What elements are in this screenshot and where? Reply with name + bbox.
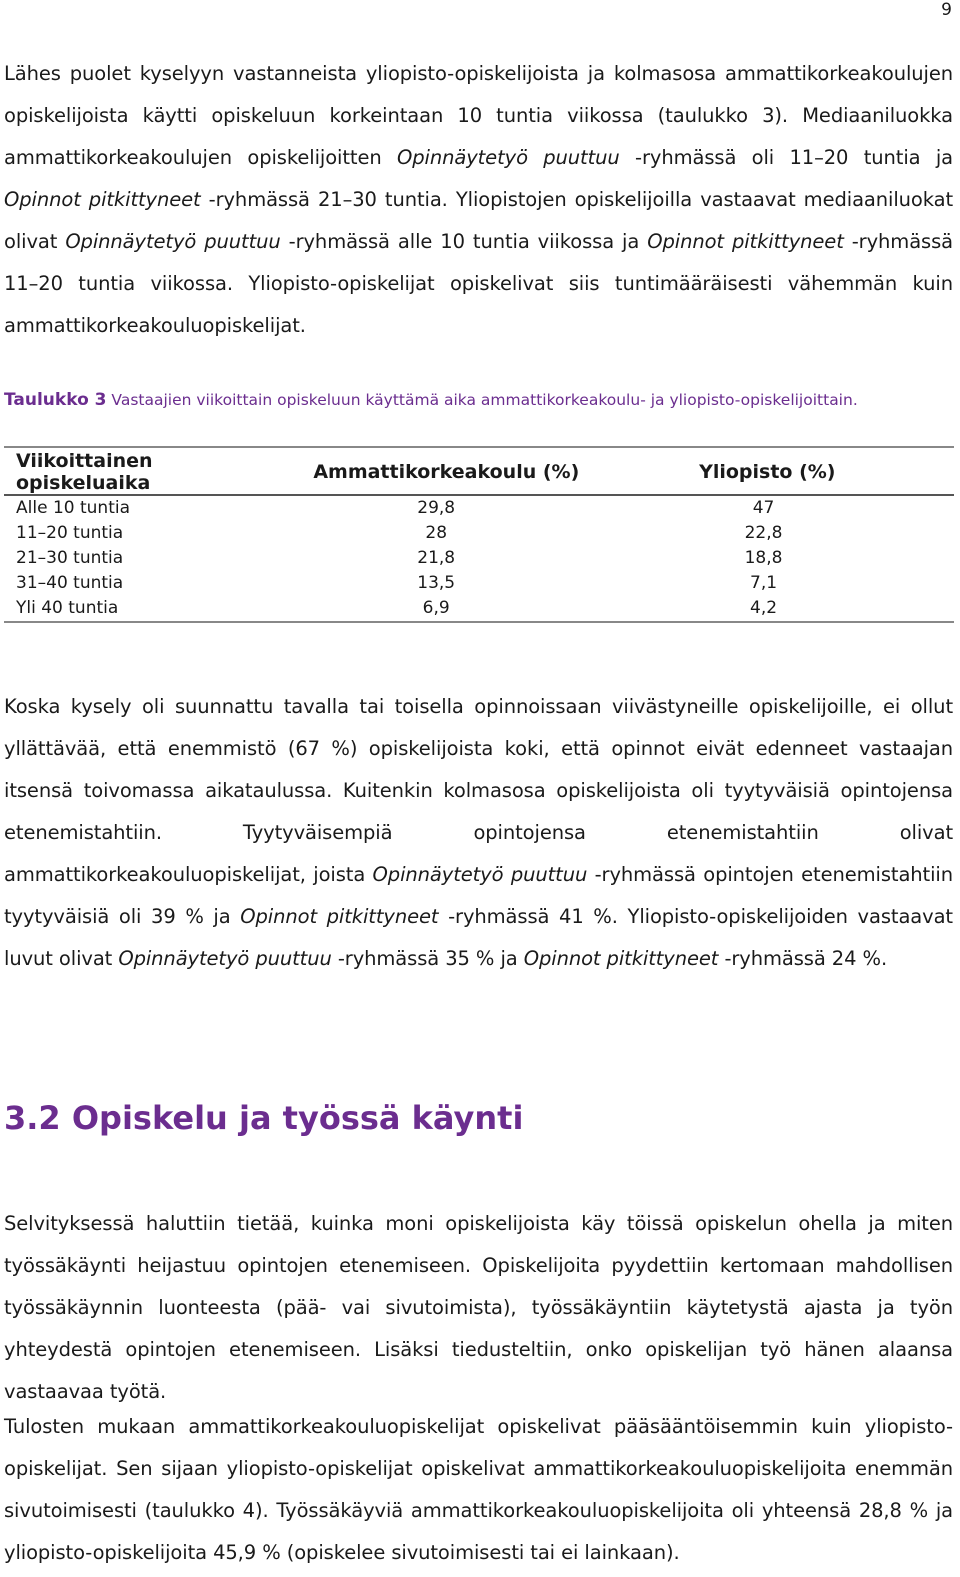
text-run: -ryhmässä 41 %. Yliopisto-opiskelijoiden vastaavat luvut olivat [4,905,953,970]
group-name-thesis-missing: Opinnäytetyö puuttuu [372,863,588,886]
group-name-studies-prolonged: Opinnot pitkittyneet [4,188,201,211]
group-name-studies-prolonged: Opinnot pitkittyneet [240,905,439,928]
table-row [4,521,954,546]
text-run: -ryhmässä 21–30 tuntia. Yliopistojen opiskelijoilla vastaavat mediaaniluokat olivat [4,188,953,253]
university-value: 22,8 [744,523,783,543]
group-name-thesis-missing: Opinnäytetyö puuttuu [396,146,620,169]
text-run: -ryhmässä alle 10 tuntia viikossa ja [280,230,648,253]
table-caption-label: Taulukko 3 [4,390,107,410]
group-name-thesis-missing: Opinnäytetyö puuttuu [65,230,281,253]
text-run: -ryhmässä 11–20 tuntia viikossa. Yliopisto-opiskelijat opiskelivat siis tuntimääräisesti vähemmän kuin ammattikorkeakouluopiskelijat. [4,230,954,337]
section-heading: 3.2 Opiskelu ja työssä käynti [4,1099,524,1137]
uas-value: 28 [425,523,448,543]
table-caption-text: Vastaajien viikoittain opiskeluun käyttämä aika ammattikorkeakoulu- ja yliopisto-opiskelijoittain. [106,391,858,409]
university-value: 47 [752,498,775,518]
row-label: 31–40 tuntia [16,573,124,593]
uas-value: 13,5 [417,573,456,593]
text-run: -ryhmässä 35 % ja [331,947,524,970]
text-run: -ryhmässä oli 11–20 tuntia ja [619,146,954,169]
uas-value: 6,9 [289,596,613,622]
column-header-weekly-study-time: Viikoittainen opiskeluaika [4,447,289,495]
study-time-table [4,446,954,623]
uas-value: 29,8 [417,498,456,518]
group-name-thesis-missing: Opinnäytetyö puuttuu [118,947,332,970]
text-run: Lähes puolet kyselyyn vastanneista yliopisto-opiskelijoista ja kolmasosa ammattikorkeakoulujen opiskelijoista käytti opiskeluun korkeintaan 10 tuntia viikossa (taulukko 3). Mediaaniluokka ammattikorkeakoulujen opiskelijoitten [4,62,953,169]
table-row [4,546,954,571]
paragraph-study-hours [4,53,953,347]
university-value: 7,1 [750,573,778,593]
text-run: -ryhmässä 24 %. [718,947,888,970]
row-label: Alle 10 tuntia [16,498,130,518]
group-name-studies-prolonged: Opinnot pitkittyneet [647,230,844,253]
paragraph-work-survey: Selvityksessä haluttiin tietää, kuinka moni opiskelijoista käy töissä opiskelun ohella ja miten työssäkäynti heijastuu opintojen etenemiseen. Opiskelijoita pyydettiin kertomaan mahdollisen työssäkäynnin luonteesta (pää- vai sivutoimista), työssäkäyntiin käytetystä ajasta ja työn yhteydestä opintojen etenemiseen. Lisäksi tiedusteltiin, onko opiskelijan työ hänen alaansa vastaavaa työtä. [4,1212,953,1403]
text-run: Koska kysely oli suunnattu tavalla tai toisella opinnoissaan viivästyneille opiskelijoille, ei ollut yllättävää, että enemmistö (67 %) opiskelijoista koki, että opinnot eivät edenneet vastaajan itsensä toivomassa aikataulussa. Kuitenkin kolmasosa opiskelijoista oli tyytyväisiä opintojensa etenemistahtiin. Tyytyväisempiä opintojensa etenemistahtiin olivat ammattikorkeakouluopiskelijat, joista [4,695,953,886]
paragraph-progress-satisfaction [4,686,953,980]
row-label: 11–20 tuntia [16,523,124,543]
group-name-studies-prolonged: Opinnot pitkittyneet [523,947,719,970]
university-value: 4,2 [613,596,954,622]
column-header-uas: Ammattikorkeakoulu (%) [289,447,613,495]
table-header-row [4,447,954,495]
table-row [4,495,954,521]
table-caption [4,387,954,413]
uas-value: 21,8 [417,548,456,568]
text-run: -ryhmässä opintojen etenemistahtiin tyytyväisiä oli 39 % ja [4,863,953,928]
page-number: 9 [941,0,952,20]
table-row [4,571,954,596]
university-value: 18,8 [744,548,783,568]
row-label: 21–30 tuntia [16,548,124,568]
column-header-university: Yliopisto (%) [613,447,954,495]
table-row [4,596,954,622]
row-label: Yli 40 tuntia [4,596,289,622]
paragraph-work-results: Tulosten mukaan ammattikorkeakouluopiskelijat opiskelivat pääsääntöisemmin kuin yliopisto-opiskelijat. Sen sijaan yliopisto-opiskelijat opiskelivat ammattikorkeakouluopiskelijoita enemmän sivutoimisesti (taulukko 4). Työssäkäyviä ammattikorkeakouluopiskelijoita oli yhteensä 28,8 % ja yliopisto-opiskelijoita 45,9 % (opiskelee sivutoimisesti tai ei lainkaan). [4,1415,953,1564]
